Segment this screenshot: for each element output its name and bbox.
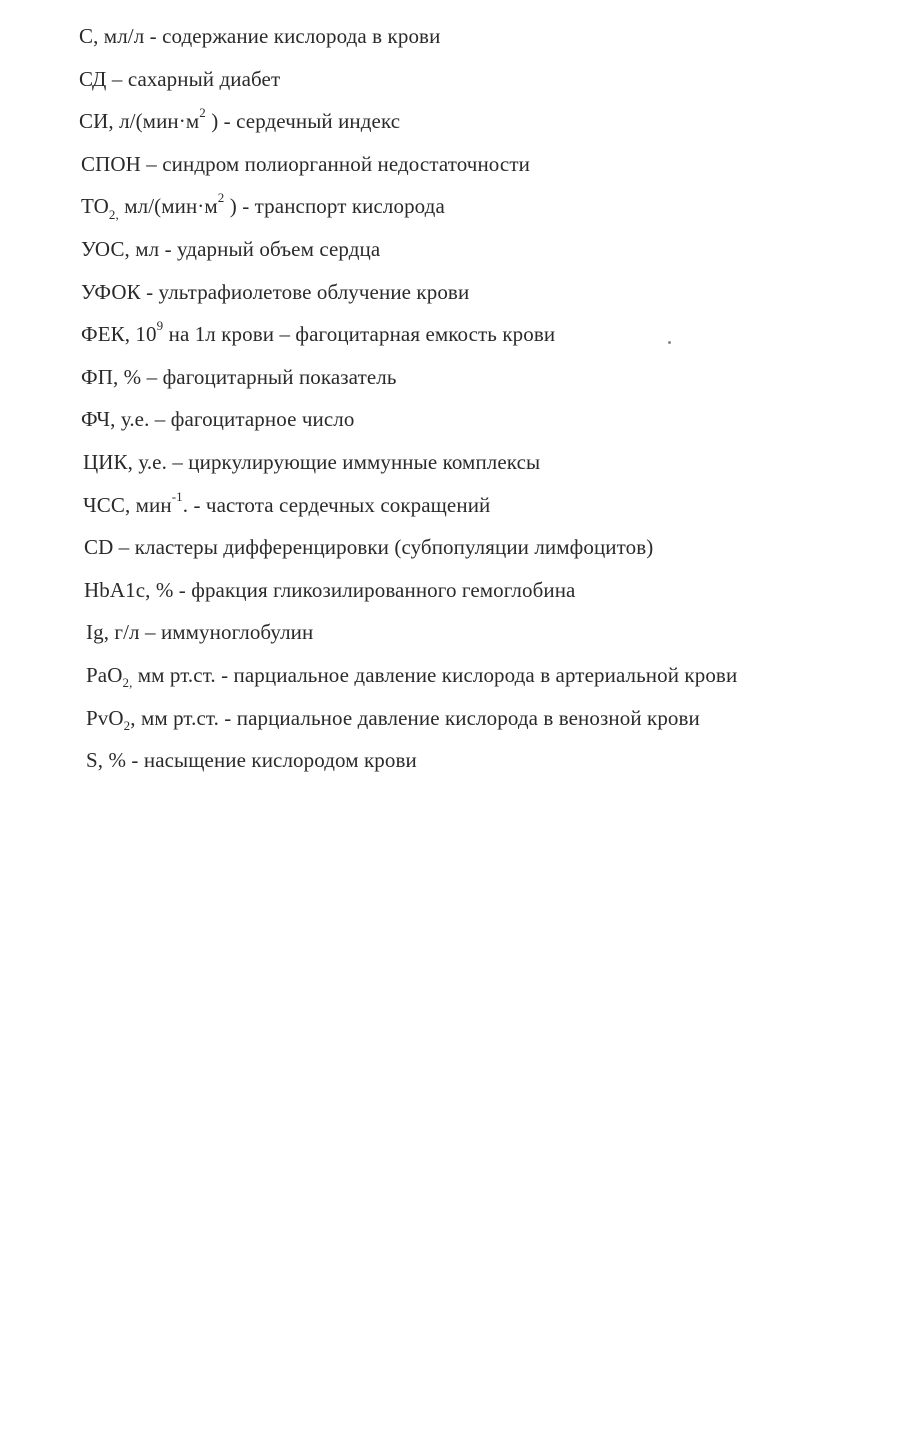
separator: - xyxy=(126,748,144,773)
abbreviation-item xyxy=(0,659,915,702)
abbreviation-term: ФП, % xyxy=(81,364,142,389)
scan-speck xyxy=(668,341,671,344)
separator: - xyxy=(140,279,159,304)
term-superscript: 9 xyxy=(156,318,164,334)
term-text: PaO xyxy=(86,662,123,687)
separator: - xyxy=(159,236,178,261)
term-text: СИ, л/(мин·м xyxy=(79,109,200,134)
abbreviation-term: ФЧ, у.е. xyxy=(81,407,150,432)
separator: – xyxy=(274,322,296,347)
term-text: ФЕК, 10 xyxy=(81,322,157,347)
term-text: мм рт.ст. xyxy=(132,662,216,687)
abbreviation-definition: фагоцитарный показатель xyxy=(162,364,397,389)
abbreviation-item xyxy=(0,63,915,106)
abbreviation-definition: парциальное давление кислорода в артериальной крови xyxy=(233,662,738,687)
abbreviation-term: С, мл/л xyxy=(79,24,145,48)
abbreviation-definition: сердечный индекс xyxy=(236,109,401,134)
separator: - xyxy=(188,492,206,517)
abbreviation-item xyxy=(0,574,915,617)
abbreviation-term xyxy=(81,318,275,347)
separator: - xyxy=(144,24,163,48)
abbreviation-definition: сахарный диабет xyxy=(127,66,281,91)
term-superscript: -1 xyxy=(171,488,183,504)
separator: – xyxy=(141,364,163,389)
abbreviation-term: УФОК xyxy=(81,279,141,304)
abbreviation-item xyxy=(0,20,915,63)
abbreviation-term: HbA1c, % xyxy=(84,577,174,602)
abbreviation-term: ЦИК, у.е. xyxy=(83,449,167,474)
abbreviation-item xyxy=(0,744,915,787)
abbreviation-definition: транспорт кислорода xyxy=(254,194,445,219)
abbreviation-item xyxy=(0,616,915,659)
abbreviation-term: СПОН xyxy=(81,151,141,176)
abbreviation-definition: ультрафиолетове облучение крови xyxy=(158,279,470,304)
separator: – xyxy=(113,535,135,560)
term-text: мл/(мин·м xyxy=(118,194,218,219)
abbreviation-definition: фагоцитарная емкость крови xyxy=(295,322,556,347)
separator: – xyxy=(140,151,163,176)
abbreviation-item xyxy=(0,702,915,745)
term-text: на 1л крови xyxy=(163,322,275,347)
term-subscript: 2, xyxy=(108,206,119,222)
abbreviation-item xyxy=(0,403,915,446)
abbreviation-item xyxy=(0,105,915,148)
abbreviation-term: S, % xyxy=(86,748,127,773)
term-text: ТО xyxy=(81,194,109,219)
term-superscript: 2 xyxy=(199,105,206,121)
abbreviation-term xyxy=(81,190,237,222)
separator: - xyxy=(218,109,237,134)
abbreviation-list xyxy=(0,20,915,787)
abbreviation-item xyxy=(0,318,915,361)
term-text: . xyxy=(182,492,189,517)
abbreviation-definition: циркулирующие иммунные комплексы xyxy=(188,449,541,474)
abbreviation-item xyxy=(0,276,915,319)
abbreviation-definition: иммуноглобулин xyxy=(160,620,314,645)
abbreviation-item xyxy=(0,233,915,276)
separator: – xyxy=(106,66,128,91)
abbreviation-term xyxy=(79,105,219,134)
abbreviation-definition: парциальное давление кислорода в венозной крови xyxy=(236,705,700,730)
abbreviation-term xyxy=(83,488,189,517)
term-subscript: 2, xyxy=(122,675,133,691)
term-text: ЧСС, мин xyxy=(83,492,172,517)
abbreviation-term: CD xyxy=(84,535,114,560)
term-text: ) xyxy=(224,194,237,219)
separator: - xyxy=(218,705,237,730)
abbreviation-term xyxy=(86,662,216,691)
separator: – xyxy=(166,449,189,474)
abbreviation-item xyxy=(0,531,915,574)
abbreviation-definition: фагоцитарное число xyxy=(170,407,355,432)
abbreviation-definition: синдром полиорганной недостаточности xyxy=(162,151,530,176)
abbreviation-term: УОС, мл xyxy=(81,236,160,261)
separator: - xyxy=(236,194,255,219)
abbreviation-term: Ig, г/л xyxy=(86,620,140,645)
term-subscript: 2 xyxy=(123,717,131,733)
abbreviation-item xyxy=(0,148,915,191)
separator: - xyxy=(215,662,234,687)
separator: – xyxy=(139,620,161,645)
abbreviation-term xyxy=(86,705,219,733)
abbreviation-definition: ударный объем сердца xyxy=(177,236,381,261)
term-text: ) xyxy=(205,109,219,134)
abbreviation-definition: частота сердечных сокращений xyxy=(205,492,491,517)
term-text: PvO xyxy=(86,705,124,730)
abbreviation-item xyxy=(0,446,915,489)
abbreviation-term: СД xyxy=(79,66,107,91)
abbreviation-definition: содержание кислорода в крови xyxy=(162,24,441,48)
abbreviation-definition: фракция гликозилированного гемоглобина xyxy=(191,577,576,602)
term-text: , мм рт.ст. xyxy=(130,705,219,730)
separator: – xyxy=(149,407,171,432)
abbreviation-item xyxy=(0,190,915,233)
abbreviation-definition: насыщение кислородом крови xyxy=(143,748,417,773)
abbreviation-definition: кластеры дифференцировки (субпопуляции лимфоцитов) xyxy=(134,535,654,560)
term-superscript: 2 xyxy=(217,190,225,206)
abbreviation-item xyxy=(0,489,915,532)
separator: - xyxy=(173,577,192,602)
abbreviation-item xyxy=(0,361,915,404)
